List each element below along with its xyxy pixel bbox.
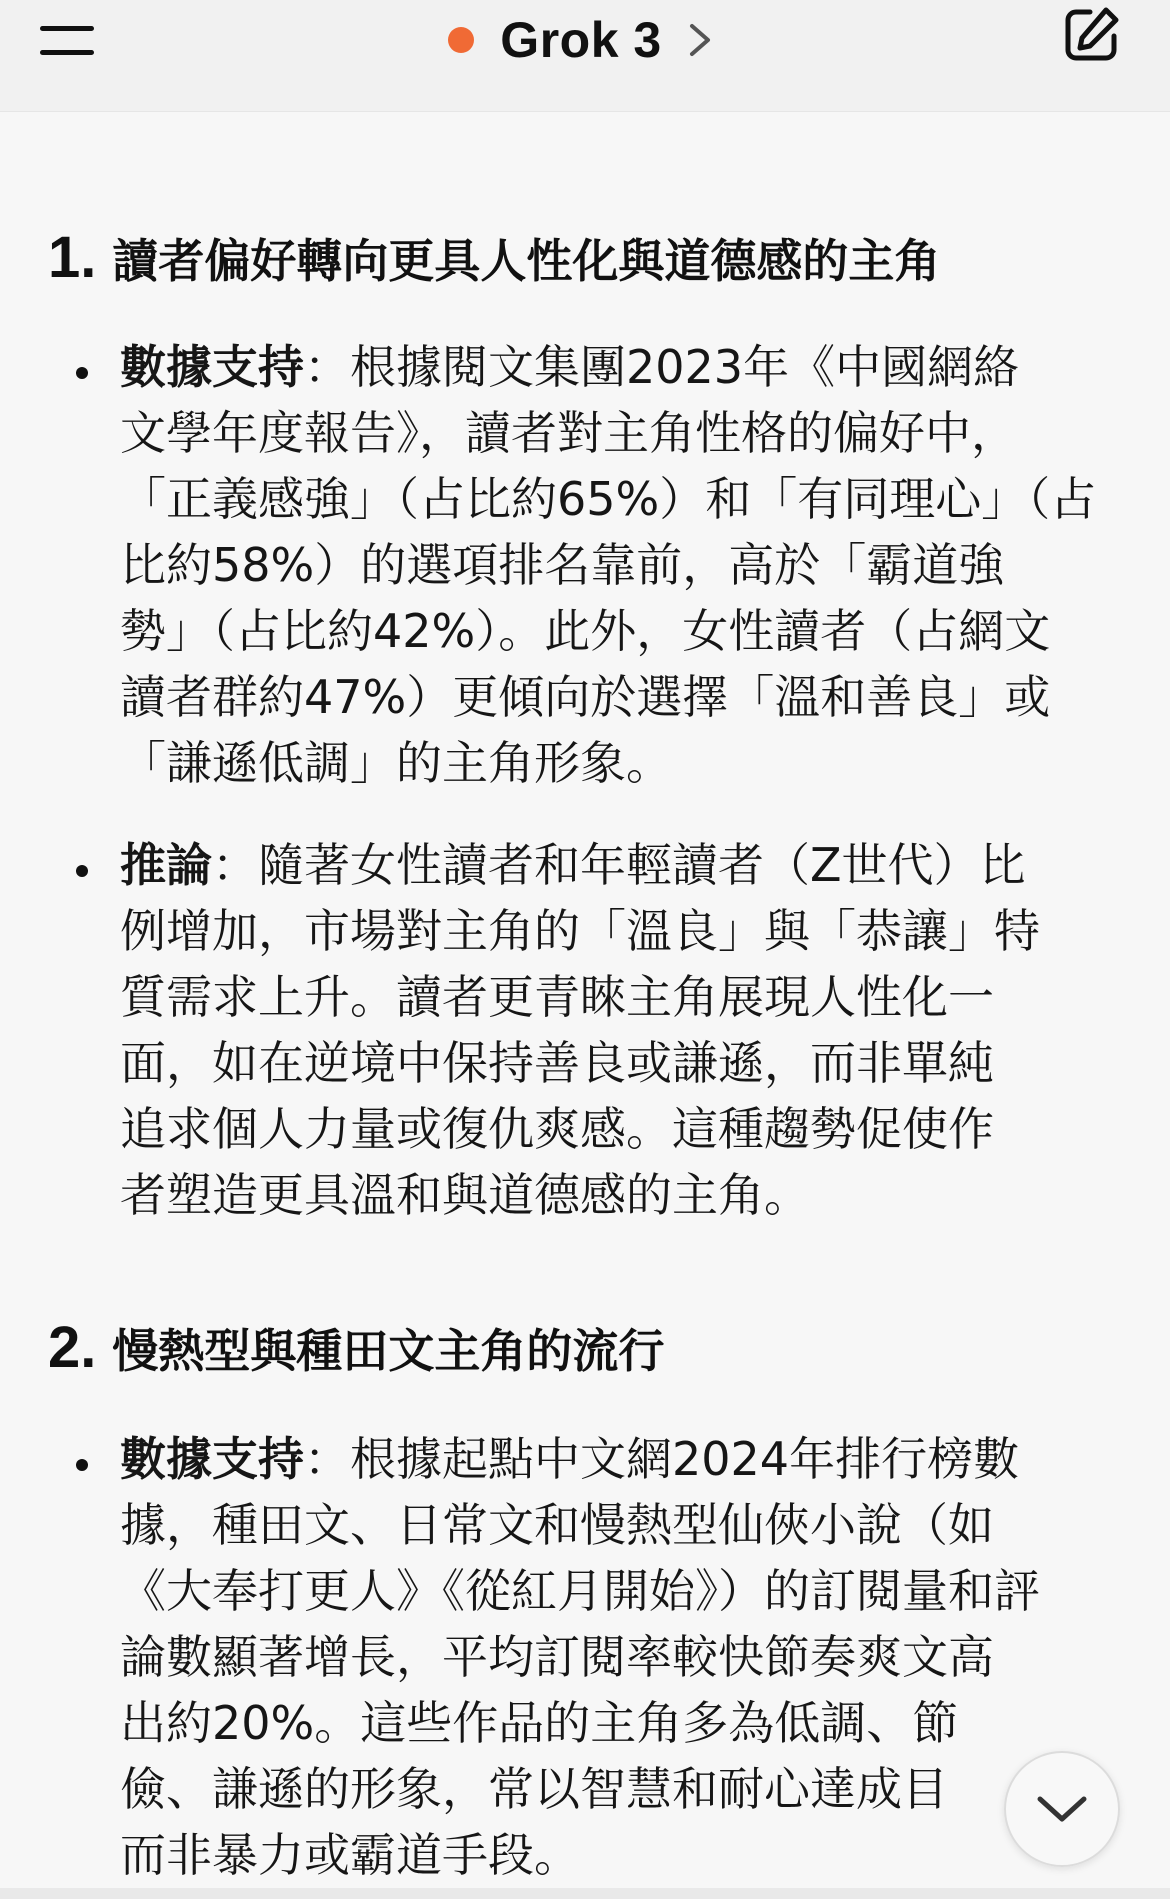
bullet-label: 數據支持 — [120, 340, 304, 394]
bullet-text: 根據閱文集團2023年《中國網絡 — [350, 340, 1020, 394]
compose-icon[interactable] — [1060, 4, 1122, 66]
status-dot — [448, 27, 474, 53]
bullet-line: 儉、謙遜的形象，常以智慧和耐心達成目 — [120, 1762, 948, 1816]
bullet-line: 比約58%）的選項排名靠前，高於「霸道強 — [120, 538, 1005, 592]
bullet-label: 推論 — [120, 838, 212, 892]
bullet-line — [120, 1426, 1040, 1492]
section-number: 2. — [48, 1315, 97, 1380]
bottom-edge — [0, 1888, 1170, 1899]
bullet-line: 據，種田文、日常文和慢熱型仙俠小說（如 — [120, 1498, 994, 1552]
bullet-text: 隨著女性讀者和年輕讀者（Z世代）比 — [258, 838, 1026, 892]
section-heading-1 — [48, 225, 941, 291]
bullet-line: 「謙遜低調」的主角形象。 — [120, 736, 672, 790]
bullet-separator: ： — [304, 1432, 350, 1486]
bullet-text: 根據起點中文網2024年排行榜數 — [350, 1432, 1020, 1486]
chevron-down-icon — [1032, 1789, 1092, 1829]
bullet-separator: ： — [212, 838, 258, 892]
bullet-line — [120, 334, 1096, 400]
bullet-line: 勢」（占比約42%）。此外，女性讀者（占網文 — [120, 604, 1051, 658]
bullet-line: 面，如在逆境中保持善良或謙遜，而非單純 — [120, 1036, 994, 1090]
bullet-line: 者塑造更具溫和與道德感的主角。 — [120, 1168, 810, 1222]
bullet-line: 追求個人力量或復仇爽感。這種趨勢促使作 — [120, 1102, 994, 1156]
bullet-label: 數據支持 — [120, 1432, 304, 1486]
section-heading-text: 慢熱型與種田文主角的流行 — [112, 1324, 665, 1378]
bullet-dot — [76, 1459, 88, 1471]
model-selector[interactable] — [0, 0, 1170, 80]
section-heading-text: 讀者偏好轉向更具人性化與道德感的主角 — [112, 234, 941, 288]
bullet-line: 讀者群約47%）更傾向於選擇「溫和善良」或 — [120, 670, 1051, 724]
bullet-line: 而非暴力或霸道手段。 — [120, 1828, 580, 1882]
bullet-line: 出約20%。這些作品的主角多為低調、節 — [120, 1696, 959, 1750]
bullet-line: 論數顯著增長，平均訂閱率較快節奏爽文高 — [120, 1630, 994, 1684]
bullet-line — [120, 832, 1040, 898]
bullet-line: 質需求上升。讀者更青睞主角展現人性化一 — [120, 970, 994, 1024]
bullet-line: 文學年度報告》，讀者對主角性格的偏好中， — [120, 406, 1017, 460]
bullet-line: 例增加，市場對主角的「溫良」與「恭讓」特 — [120, 904, 1040, 958]
section-number: 1. — [48, 225, 97, 290]
model-title: Grok 3 — [500, 12, 662, 68]
top-bar — [0, 0, 1170, 112]
bullet-separator: ： — [304, 340, 350, 394]
chat-response — [0, 112, 1170, 1899]
bullet-dot — [76, 865, 88, 877]
bullet-line: 「正義感強」（占比約65%）和「有同理心」（占 — [120, 472, 1097, 526]
bullet-line: 《大奉打更人》《從紅月開始》）的訂閱量和評 — [120, 1564, 1040, 1618]
section-heading-2 — [48, 1315, 665, 1381]
chevron-right-icon — [682, 18, 716, 62]
bullet-dot — [76, 367, 88, 379]
scroll-down-button[interactable] — [1004, 1751, 1120, 1867]
